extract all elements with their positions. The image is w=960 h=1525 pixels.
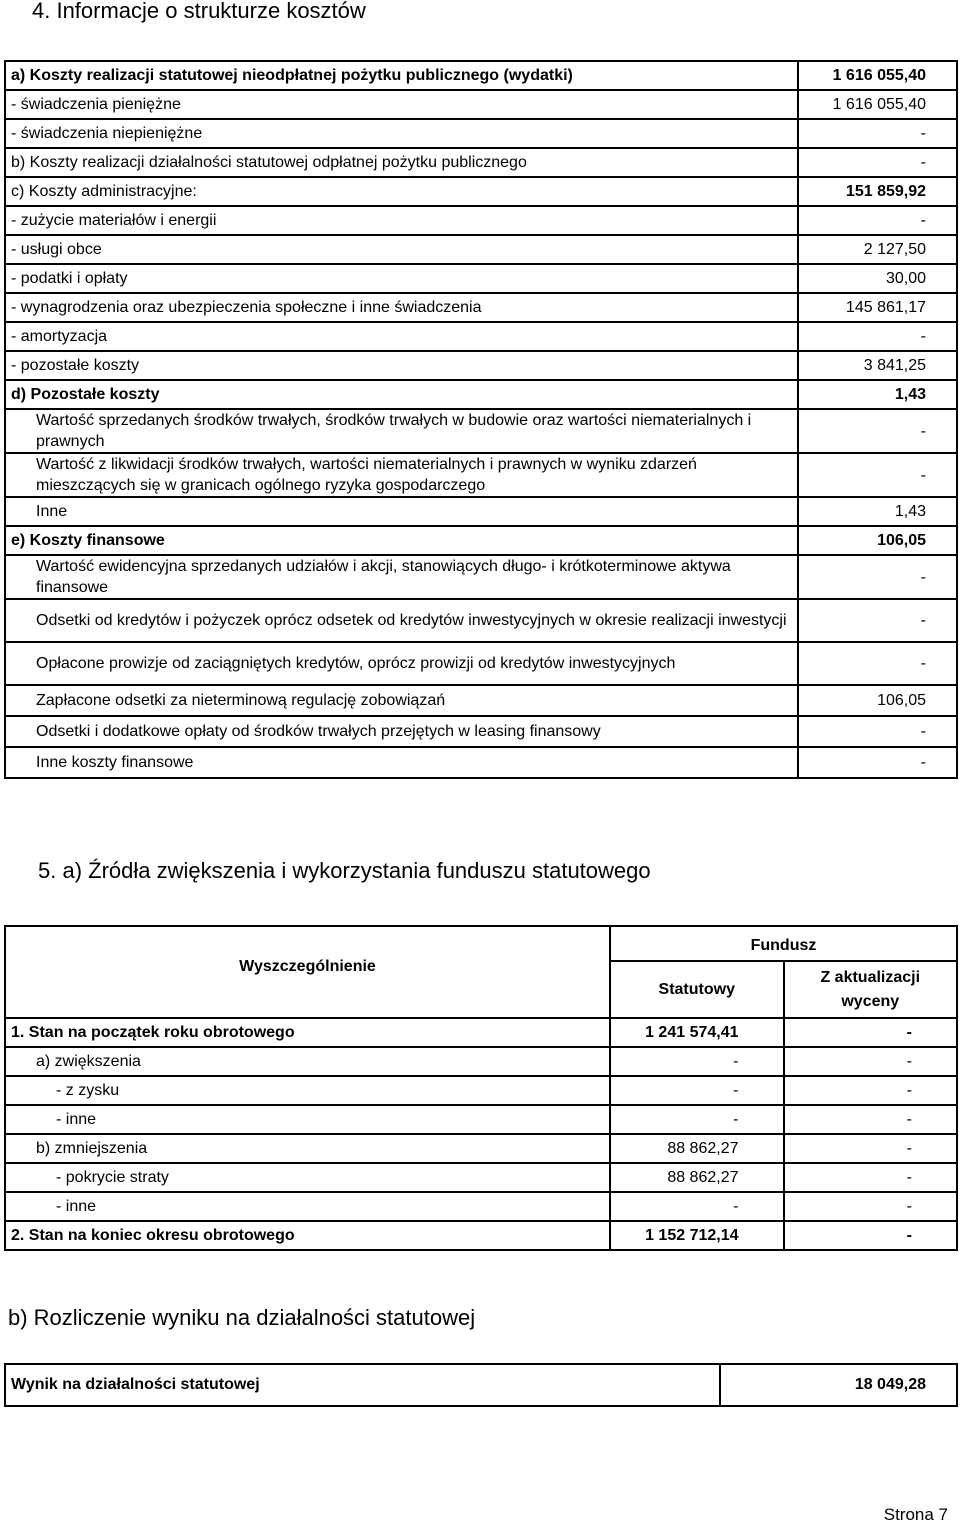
row-value: 30,00 [798, 264, 957, 293]
table-row [5, 642, 957, 685]
table-row [5, 409, 957, 453]
table-row [5, 685, 957, 716]
row-label: c) Koszty administracyjne: [5, 177, 798, 206]
row-label: a) Koszty realizacji statutowej nieodpłatnej pożytku publicznego (wydatki) [5, 61, 798, 90]
section-5a-title: 5. a) Źródła zwiększenia i wykorzystania funduszu statutowego [38, 858, 651, 883]
table-row [5, 90, 957, 119]
row-value: - [798, 599, 957, 642]
table-row [5, 1047, 957, 1076]
row-label: Wartość ewidencyjna sprzedanych udziałów i akcji, stanowiących długo- i krótkoterminowe aktywa finansowe [5, 555, 798, 599]
row-statutowy: 88 862,27 [610, 1134, 784, 1163]
page-number: Strona 7 [883, 1505, 948, 1524]
row-statutowy: 1 152 712,14 [610, 1221, 784, 1250]
row-label: - zużycie materiałów i energii [5, 206, 798, 235]
table-header-row [5, 926, 957, 961]
section-5b-title: b) Rozliczenie wyniku na działalności statutowej [8, 1305, 476, 1330]
row-value: - [798, 119, 957, 148]
fund-table [4, 925, 958, 1251]
row-label: - świadczenia pieniężne [5, 90, 798, 119]
table-row [5, 599, 957, 642]
header-aktualizacji: Z aktualizacji wyceny [784, 961, 958, 1018]
table-row [5, 526, 957, 555]
row-label: Opłacone prowizje od zaciągniętych kredytów, oprócz prowizji od kredytów inwestycyjnych [5, 642, 798, 685]
row-value: 145 861,17 [798, 293, 957, 322]
row-value: 2 127,50 [798, 235, 957, 264]
row-aktualizacji: - [784, 1076, 958, 1105]
row-aktualizacji: - [784, 1105, 958, 1134]
table-row [5, 177, 957, 206]
header-fund-group: Fundusz [610, 926, 957, 961]
row-aktualizacji: - [784, 1018, 958, 1047]
row-aktualizacji: - [784, 1047, 958, 1076]
header-statutowy: Statutowy [610, 961, 784, 1018]
row-statutowy: - [610, 1076, 784, 1105]
row-value: 106,05 [798, 526, 957, 555]
row-label: - pokrycie straty [5, 1163, 610, 1192]
row-label: - podatki i opłaty [5, 264, 798, 293]
row-label: 1. Stan na początek roku obrotowego [5, 1018, 610, 1047]
row-statutowy: - [610, 1047, 784, 1076]
table-row [5, 1105, 957, 1134]
row-label: - pozostałe koszty [5, 351, 798, 380]
row-label: Wartość sprzedanych środków trwałych, środków trwałych w budowie oraz wartości niematerialnych i prawnych [5, 409, 798, 453]
row-label: 2. Stan na koniec okresu obrotowego [5, 1221, 610, 1250]
row-label: b) zmniejszenia [5, 1134, 610, 1163]
row-value: - [798, 409, 957, 453]
row-value: - [798, 453, 957, 497]
header-description: Wyszczególnienie [5, 926, 610, 1018]
row-label: b) Koszty realizacji działalności statutowej odpłatnej pożytku publicznego [5, 148, 798, 177]
row-label: Wynik na działalności statutowej [5, 1364, 720, 1406]
row-label: Odsetki i dodatkowe opłaty od środków trwałych przejętych w leasing finansowy [5, 716, 798, 747]
table-row [5, 1221, 957, 1250]
row-value: - [798, 555, 957, 599]
row-value: 18 049,28 [720, 1364, 957, 1406]
table-row [5, 1163, 957, 1192]
row-value: - [798, 206, 957, 235]
row-label: - świadczenia niepieniężne [5, 119, 798, 148]
row-value: - [798, 322, 957, 351]
table-row [5, 380, 957, 409]
row-value: 1 616 055,40 [798, 61, 957, 90]
row-value: - [798, 642, 957, 685]
table-row [5, 747, 957, 778]
row-label: - usługi obce [5, 235, 798, 264]
table-row [5, 206, 957, 235]
cost-structure-table [4, 60, 958, 779]
table-row [5, 555, 957, 599]
row-value: 106,05 [798, 685, 957, 716]
row-value: - [798, 747, 957, 778]
row-value: 151 859,92 [798, 177, 957, 206]
row-label: Inne koszty finansowe [5, 747, 798, 778]
row-value: - [798, 148, 957, 177]
table-row [5, 322, 957, 351]
row-label: Odsetki od kredytów i pożyczek oprócz odsetek od kredytów inwestycyjnych w okresie realizacji inwestycji [5, 599, 798, 642]
row-label: a) zwiększenia [5, 1047, 610, 1076]
row-value: 1,43 [798, 497, 957, 526]
result-table [4, 1363, 958, 1407]
table-row [5, 1018, 957, 1047]
row-label: Zapłacone odsetki za nieterminową regulację zobowiązań [5, 685, 798, 716]
row-statutowy: - [610, 1192, 784, 1221]
table-row [5, 1364, 957, 1406]
table-row [5, 716, 957, 747]
row-label: d) Pozostałe koszty [5, 380, 798, 409]
row-value: - [798, 716, 957, 747]
table-row [5, 235, 957, 264]
row-value: 1 616 055,40 [798, 90, 957, 119]
table-row [5, 119, 957, 148]
table-row [5, 293, 957, 322]
row-label: - wynagrodzenia oraz ubezpieczenia społeczne i inne świadczenia [5, 293, 798, 322]
row-aktualizacji: - [784, 1221, 958, 1250]
row-label: Wartość z likwidacji środków trwałych, wartości niematerialnych i prawnych w wyniku zdarzeń mieszczących się w granicach ogólnego ryzyka gospodarczego [5, 453, 798, 497]
table-row [5, 1192, 957, 1221]
section-4-title: 4. Informacje o strukturze kosztów [32, 0, 366, 23]
table-row [5, 497, 957, 526]
row-value: 3 841,25 [798, 351, 957, 380]
table-row [5, 1134, 957, 1163]
table-row [5, 61, 957, 90]
row-label: Inne [5, 497, 798, 526]
row-statutowy: 88 862,27 [610, 1163, 784, 1192]
row-aktualizacji: - [784, 1192, 958, 1221]
row-aktualizacji: - [784, 1134, 958, 1163]
row-label: - inne [5, 1192, 610, 1221]
row-statutowy: 1 241 574,41 [610, 1018, 784, 1047]
row-label: e) Koszty finansowe [5, 526, 798, 555]
row-value: 1,43 [798, 380, 957, 409]
row-label: - inne [5, 1105, 610, 1134]
row-aktualizacji: - [784, 1163, 958, 1192]
row-statutowy: - [610, 1105, 784, 1134]
table-row [5, 1076, 957, 1105]
row-label: - amortyzacja [5, 322, 798, 351]
table-row [5, 148, 957, 177]
row-label: - z zysku [5, 1076, 610, 1105]
table-row [5, 264, 957, 293]
table-row [5, 351, 957, 380]
table-row [5, 453, 957, 497]
